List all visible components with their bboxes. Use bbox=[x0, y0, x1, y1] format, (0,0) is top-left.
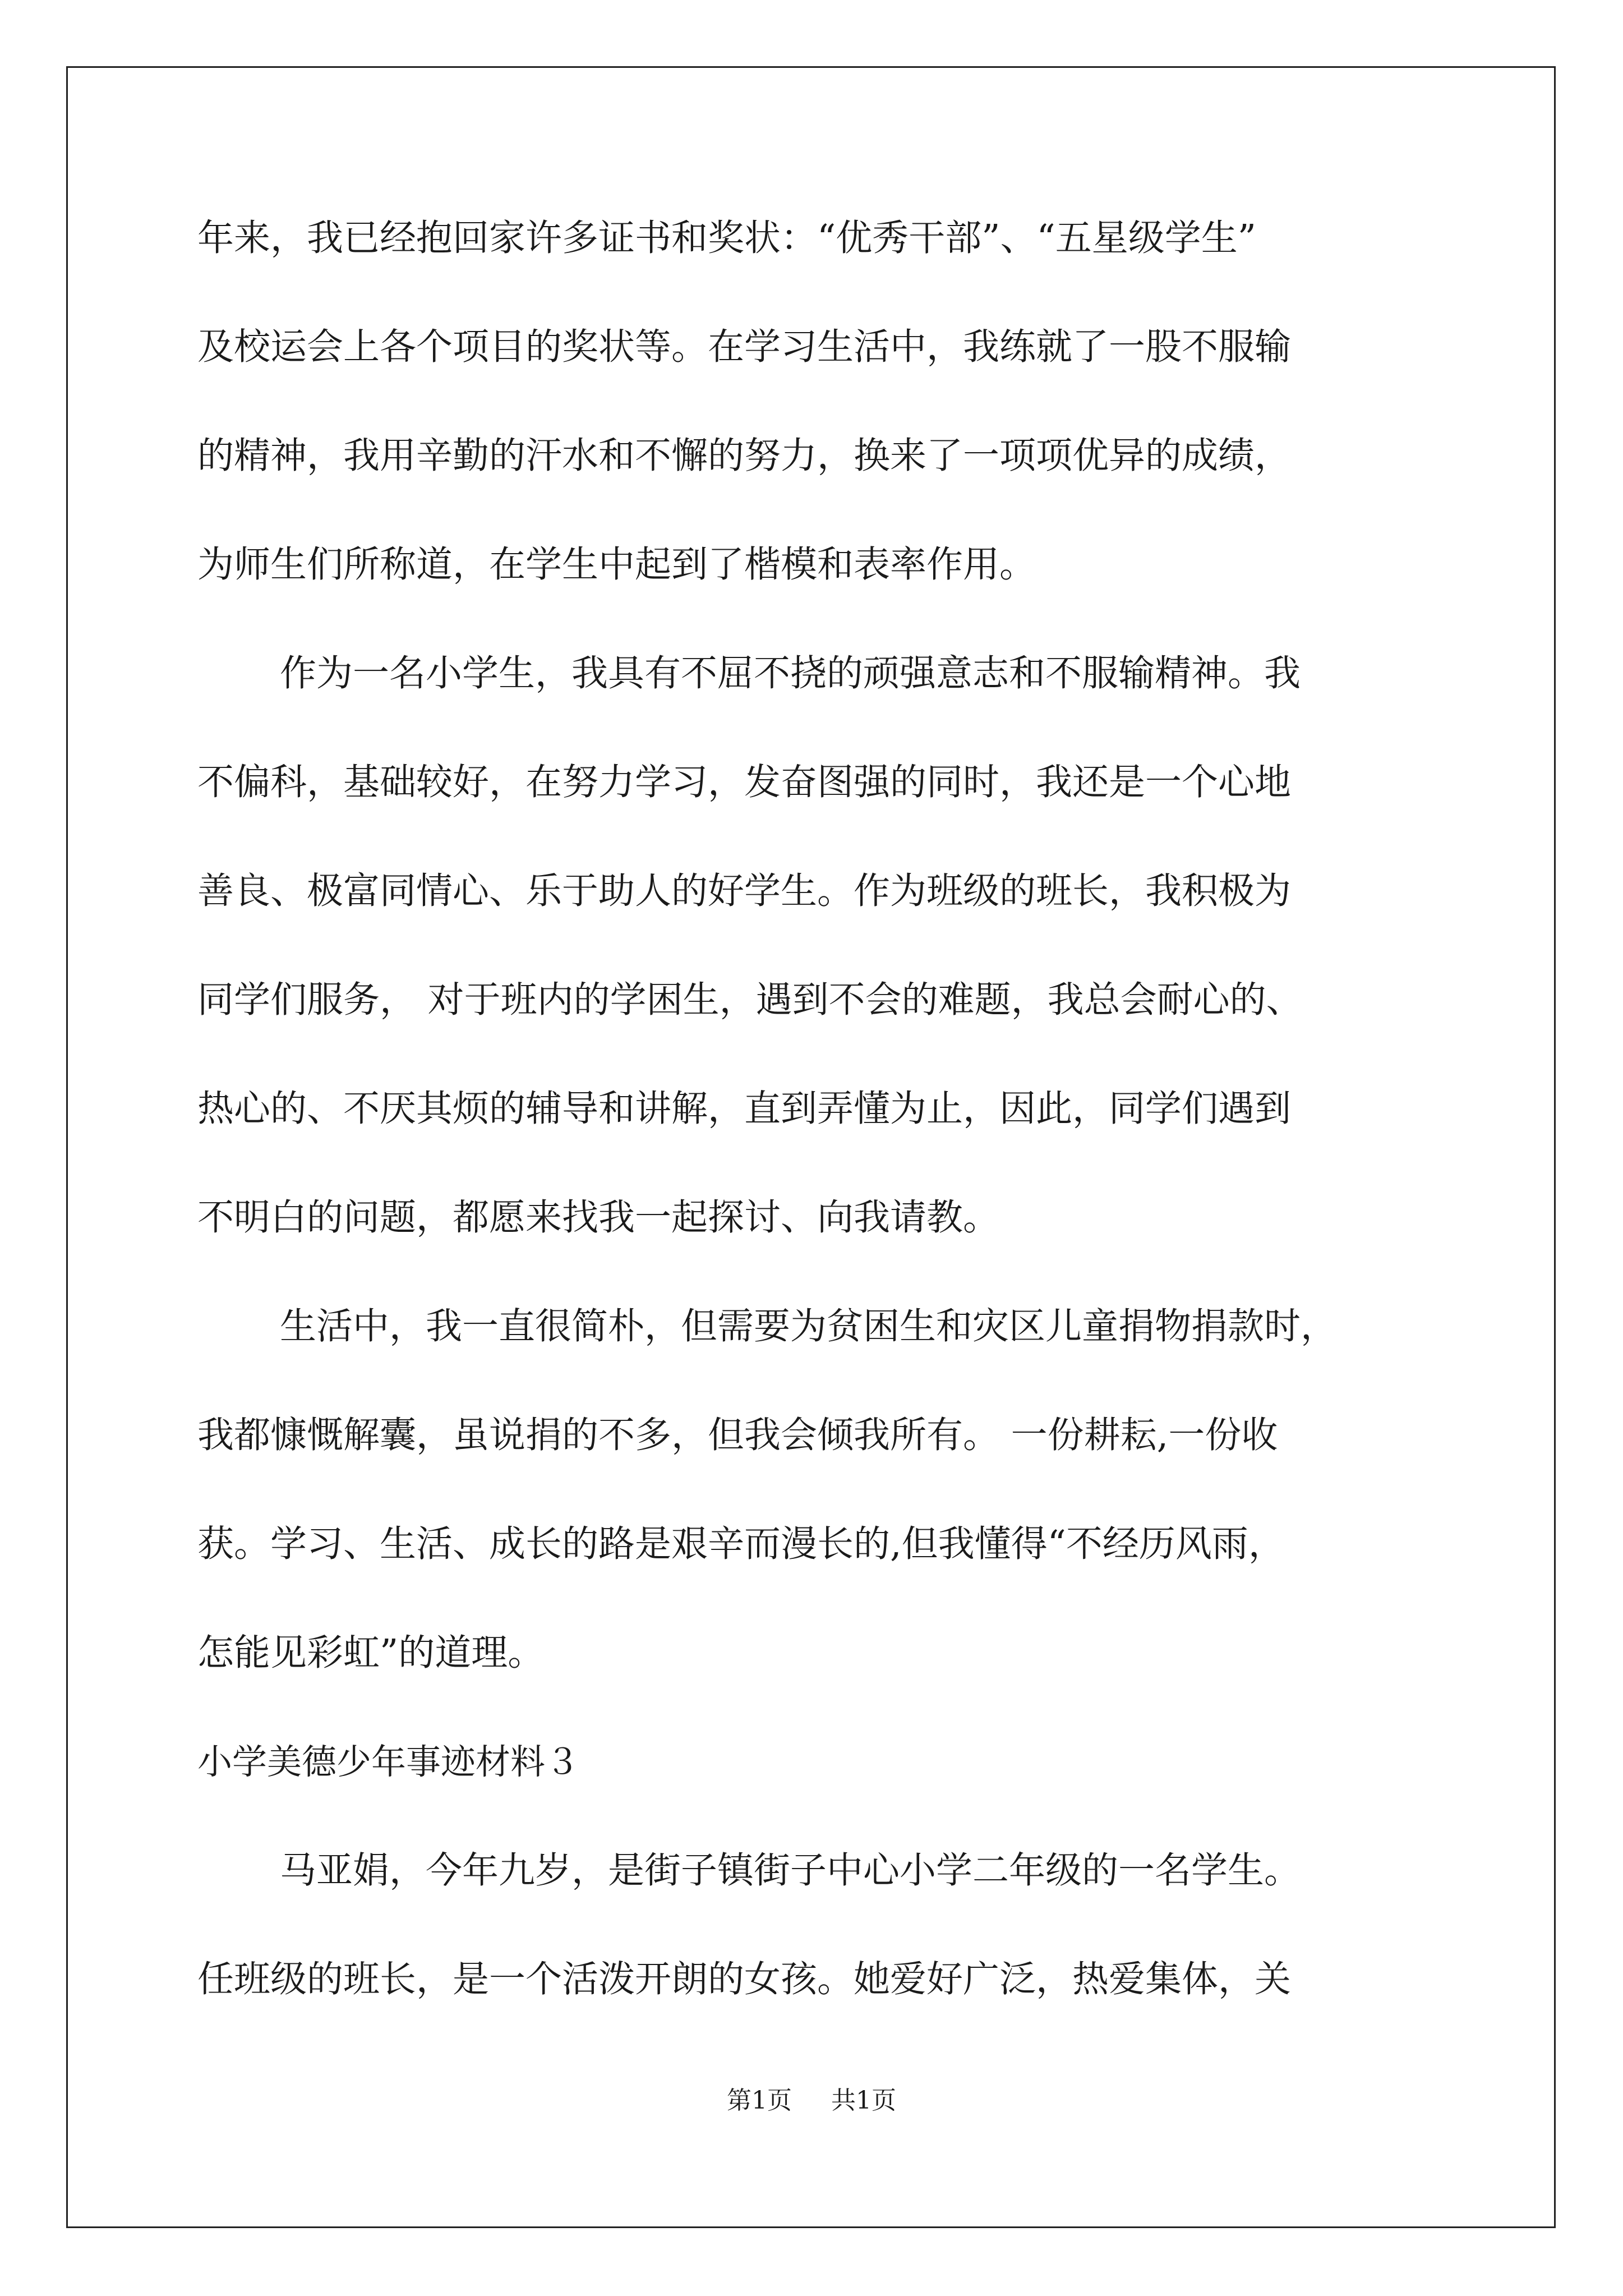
text-line: 为师生们所称道，在学生中起到了楷模和表率作用。 bbox=[197, 544, 1036, 586]
text-line: 不偏科，基础较好，在努力学习，发奋图强的同时，我还是一个心地 bbox=[197, 761, 1292, 803]
text-line: 任班级的班长，是一个活泼开朗的女孩。她爱好广泛，热爱集体，关 bbox=[197, 1958, 1292, 2000]
text-line: 我都慷慨解囊，虽说捐的不多，但我会倾我所有。 一份耕耘,一份收 bbox=[197, 1414, 1278, 1456]
section-heading: 小学美德少年事迹材料３ bbox=[197, 1741, 580, 1782]
document-body bbox=[197, 205, 1431, 2055]
text-line: 怎能见彩虹”的道理。 bbox=[197, 1632, 545, 1674]
paragraph-start-line: 马亚娟，今年九岁，是街子镇街子中心小学二年级的一名学生。 bbox=[280, 1849, 1301, 1892]
paragraph-start-line: 生活中，我一直很简朴，但需要为贫困生和灾区儿童捐物捐款时， bbox=[280, 1305, 1338, 1347]
text-line: 获。学习、生活、成长的路是艰辛而漫长的,但我懂得“不经历风雨， bbox=[197, 1523, 1285, 1565]
text-line: 的精神，我用辛勤的汗水和不懈的努力，换来了一项项优异的成绩， bbox=[197, 435, 1292, 477]
text-line: 同学们服务， 对于班内的学困生，遇到不会的难题，我总会耐心的、 bbox=[197, 979, 1303, 1021]
page-total: 共1页 bbox=[831, 2086, 896, 2115]
page-footer bbox=[0, 2084, 1623, 2118]
text-line: 热心的、不厌其烦的辅导和讲解，直到弄懂为止，因此，同学们遇到 bbox=[197, 1088, 1292, 1130]
page-number: 第1页 bbox=[727, 2086, 792, 2115]
text-line: 善良、极富同情心、乐于助人的好学生。作为班级的班长，我积极为 bbox=[197, 870, 1292, 912]
text-line: 及校运会上各个项目的奖状等。在学习生活中，我练就了一股不服输 bbox=[197, 326, 1292, 368]
text-line: 不明白的问题，都愿来找我一起探讨、向我请教。 bbox=[197, 1197, 1000, 1239]
text-line: 年来，我已经抱回家许多证书和奖状：“优秀干部”、“五星级学生” bbox=[197, 217, 1256, 259]
paragraph-start-line: 作为一名小学生，我具有不屈不挠的顽强意志和不服输精神。我 bbox=[280, 652, 1301, 694]
